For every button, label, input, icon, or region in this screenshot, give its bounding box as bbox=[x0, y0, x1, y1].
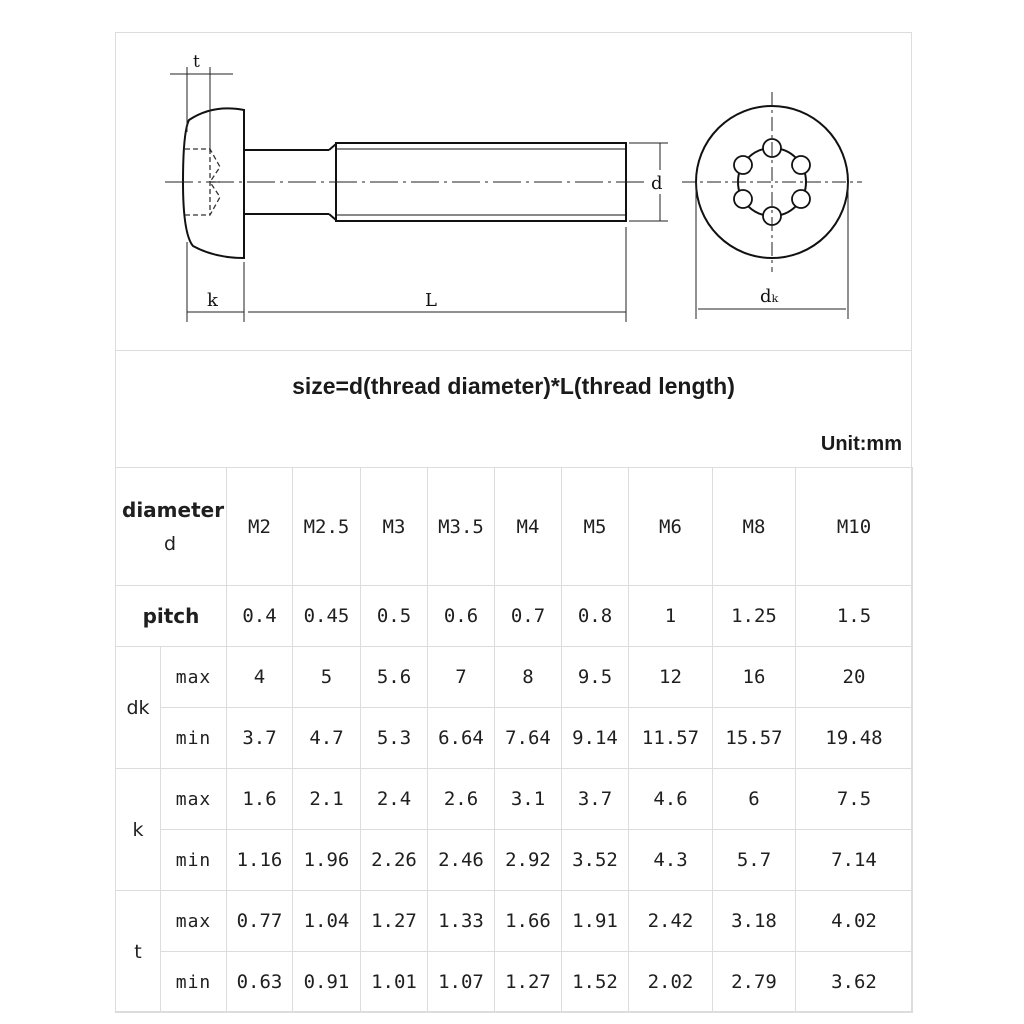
value-cell: 8 bbox=[495, 647, 562, 708]
value-cell: 4.7 bbox=[293, 708, 361, 769]
diameter-symbol: d bbox=[164, 532, 177, 555]
value-cell: 15.57 bbox=[713, 708, 796, 769]
value-cell: 20 bbox=[796, 647, 913, 708]
value-cell: 1.27 bbox=[361, 891, 428, 952]
value-cell: 9.5 bbox=[562, 647, 629, 708]
value-cell: 4.3 bbox=[629, 830, 713, 891]
size-cell: M5 bbox=[562, 468, 629, 586]
value-cell: 4.02 bbox=[796, 891, 913, 952]
pitch-cell: 1 bbox=[629, 586, 713, 647]
size-cell: M2 bbox=[227, 468, 293, 586]
pitch-cell: 0.45 bbox=[293, 586, 361, 647]
value-cell: 2.6 bbox=[428, 769, 495, 830]
value-cell: 7.5 bbox=[796, 769, 913, 830]
value-cell: 1.66 bbox=[495, 891, 562, 952]
size-cell: M4 bbox=[495, 468, 562, 586]
group-label-t: t bbox=[116, 891, 161, 1013]
value-cell: 4.6 bbox=[629, 769, 713, 830]
label-dk: dₖ bbox=[760, 286, 779, 307]
value-cell: 5.6 bbox=[361, 647, 428, 708]
unit-label: Unit:mm bbox=[820, 433, 902, 455]
screw-drawing-svg bbox=[115, 32, 912, 350]
value-cell: 11.57 bbox=[629, 708, 713, 769]
pitch-label: pitch bbox=[116, 586, 227, 647]
row-label-min: min bbox=[161, 952, 227, 1013]
value-cell: 0.91 bbox=[293, 952, 361, 1013]
size-cell: M8 bbox=[713, 468, 796, 586]
value-cell: 3.7 bbox=[227, 708, 293, 769]
row-label-max: max bbox=[161, 647, 227, 708]
pitch-cell: 0.4 bbox=[227, 586, 293, 647]
pitch-cell: 0.8 bbox=[562, 586, 629, 647]
value-cell: 3.18 bbox=[713, 891, 796, 952]
diameter-header-cell bbox=[116, 468, 227, 586]
value-cell: 7.14 bbox=[796, 830, 913, 891]
diameter-label: diameter bbox=[122, 497, 225, 522]
value-cell: 1.52 bbox=[562, 952, 629, 1013]
value-cell: 2.46 bbox=[428, 830, 495, 891]
value-cell: 19.48 bbox=[796, 708, 913, 769]
table-row-k-max bbox=[116, 769, 913, 830]
size-cell: M3.5 bbox=[428, 468, 495, 586]
value-cell: 1.96 bbox=[293, 830, 361, 891]
value-cell: 2.02 bbox=[629, 952, 713, 1013]
table-row-t-min bbox=[116, 952, 913, 1013]
value-cell: 6.64 bbox=[428, 708, 495, 769]
value-cell: 2.26 bbox=[361, 830, 428, 891]
value-cell: 2.79 bbox=[713, 952, 796, 1013]
value-cell: 1.91 bbox=[562, 891, 629, 952]
value-cell: 7.64 bbox=[495, 708, 562, 769]
label-L: L bbox=[425, 290, 437, 311]
value-cell: 1.04 bbox=[293, 891, 361, 952]
group-label-k: k bbox=[116, 769, 161, 891]
label-d: d bbox=[651, 173, 663, 194]
value-cell: 7 bbox=[428, 647, 495, 708]
value-cell: 0.77 bbox=[227, 891, 293, 952]
screw-technical-drawing bbox=[115, 32, 912, 350]
value-cell: 2.92 bbox=[495, 830, 562, 891]
size-cell: M6 bbox=[629, 468, 713, 586]
value-cell: 1.16 bbox=[227, 830, 293, 891]
pitch-cell: 0.6 bbox=[428, 586, 495, 647]
torx-head-end-view bbox=[682, 92, 862, 319]
row-label-min: min bbox=[161, 830, 227, 891]
dimension-spec-table bbox=[115, 467, 913, 1013]
value-cell: 6 bbox=[713, 769, 796, 830]
pitch-cell: 0.5 bbox=[361, 586, 428, 647]
table-row-k-min bbox=[116, 830, 913, 891]
value-cell: 5.7 bbox=[713, 830, 796, 891]
value-cell: 16 bbox=[713, 647, 796, 708]
value-cell: 12 bbox=[629, 647, 713, 708]
value-cell: 5 bbox=[293, 647, 361, 708]
value-cell: 1.07 bbox=[428, 952, 495, 1013]
value-cell: 3.7 bbox=[562, 769, 629, 830]
value-cell: 1.6 bbox=[227, 769, 293, 830]
label-k: k bbox=[207, 290, 218, 311]
value-cell: 4 bbox=[227, 647, 293, 708]
screw-head-outline bbox=[183, 108, 244, 258]
pitch-cell: 1.25 bbox=[713, 586, 796, 647]
value-cell: 0.63 bbox=[227, 952, 293, 1013]
value-cell: 1.01 bbox=[361, 952, 428, 1013]
value-cell: 5.3 bbox=[361, 708, 428, 769]
value-cell: 2.4 bbox=[361, 769, 428, 830]
table-row-dk-min bbox=[116, 708, 913, 769]
table-row-dk-max bbox=[116, 647, 913, 708]
size-cell: M3 bbox=[361, 468, 428, 586]
title-band bbox=[115, 350, 912, 467]
value-cell: 9.14 bbox=[562, 708, 629, 769]
value-cell: 3.62 bbox=[796, 952, 913, 1013]
group-label-dk: dk bbox=[116, 647, 161, 769]
value-cell: 1.33 bbox=[428, 891, 495, 952]
value-cell: 2.1 bbox=[293, 769, 361, 830]
row-label-min: min bbox=[161, 708, 227, 769]
value-cell: 3.52 bbox=[562, 830, 629, 891]
size-cell: M2.5 bbox=[293, 468, 361, 586]
pitch-cell: 0.7 bbox=[495, 586, 562, 647]
value-cell: 1.27 bbox=[495, 952, 562, 1013]
pitch-cell: 1.5 bbox=[796, 586, 913, 647]
table-row-t-max bbox=[116, 891, 913, 952]
table-row-diameter bbox=[116, 468, 913, 586]
label-t: t bbox=[193, 52, 200, 72]
value-cell: 2.42 bbox=[629, 891, 713, 952]
size-formula-title: size=d(thread diameter)*L(thread length) bbox=[292, 373, 735, 399]
size-cell: M10 bbox=[796, 468, 913, 586]
row-label-max: max bbox=[161, 769, 227, 830]
table-row-pitch bbox=[116, 586, 913, 647]
value-cell: 3.1 bbox=[495, 769, 562, 830]
row-label-max: max bbox=[161, 891, 227, 952]
